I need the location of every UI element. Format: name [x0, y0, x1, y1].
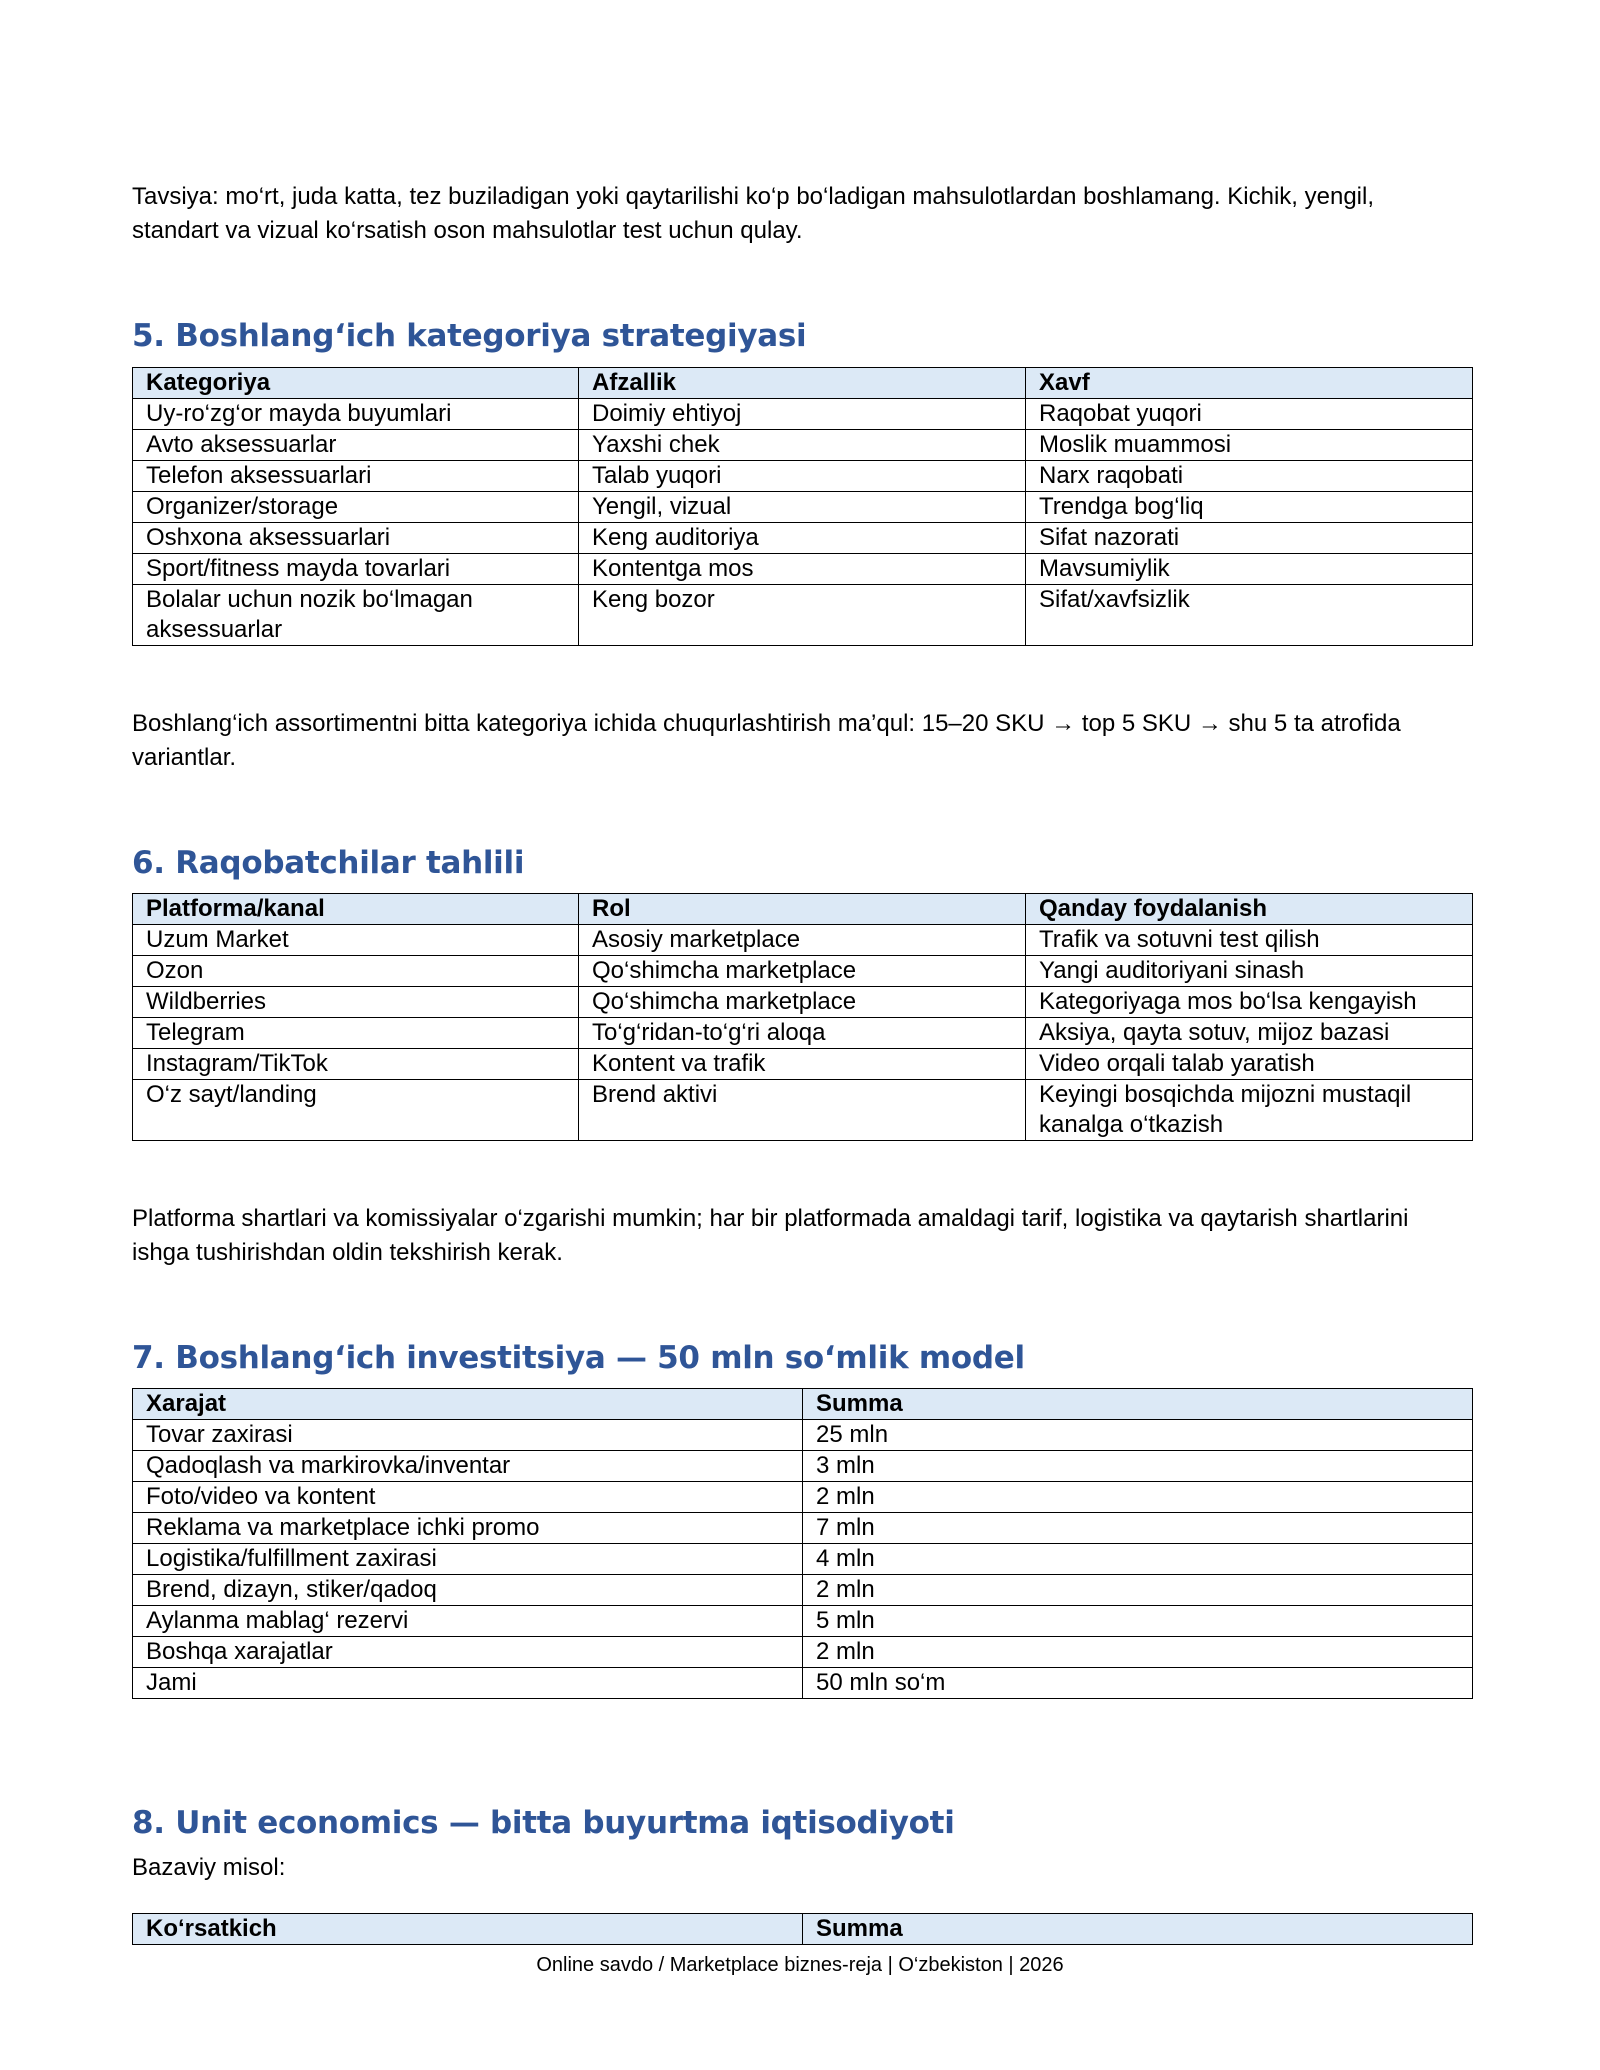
- table-row: [133, 1606, 1473, 1637]
- column-header: Afzallik: [579, 368, 1026, 399]
- column-header: Platforma/kanal: [133, 894, 579, 925]
- section6-title: 6. Raqobatchilar tahlili: [132, 845, 525, 881]
- table-cell: Keng bozor: [579, 585, 1026, 646]
- table-header-row: [133, 1389, 1473, 1420]
- table-cell: Sport/fitness mayda tovarlari: [133, 554, 579, 585]
- table-cell: Boshqa xarajatlar: [133, 1637, 803, 1668]
- table-row: [133, 430, 1473, 461]
- column-header: Ko‘rsatkich: [133, 1914, 803, 1945]
- section6-note: Platforma shartlari va komissiyalar o‘zgarishi mumkin; har bir platformada amaldagi tarif, logistika va qaytarish shartlarini ishga tushirishdan oldin tekshirish kerak.: [132, 1205, 1409, 1266]
- column-header: Rol: [579, 894, 1026, 925]
- table-cell: Bolalar uchun nozik bo‘lmagan aksessuarlar: [133, 585, 579, 646]
- table-row: [133, 1544, 1473, 1575]
- table-cell: Logistika/fulfillment zaxirasi: [133, 1544, 803, 1575]
- table-cell: To‘g‘ridan-to‘g‘ri aloqa: [579, 1018, 1026, 1049]
- page-footer: Online savdo / Marketplace biznes-reja | O‘zbekiston | 2026: [536, 1954, 1064, 1976]
- table-cell: Talab yuqori: [579, 461, 1026, 492]
- table-cell: Qo‘shimcha marketplace: [579, 956, 1026, 987]
- table-cell: 2 mln: [803, 1637, 1473, 1668]
- table-row: [133, 1049, 1473, 1080]
- table-cell: Qadoqlash va markirovka/inventar: [133, 1451, 803, 1482]
- table-cell: 2 mln: [803, 1482, 1473, 1513]
- table-cell: Jami: [133, 1668, 803, 1699]
- table-cell: Organizer/storage: [133, 492, 579, 523]
- table-cell: Avto aksessuarlar: [133, 430, 579, 461]
- table-row: [133, 1637, 1473, 1668]
- table-row-total: [133, 1668, 1473, 1699]
- table-cell: Wildberries: [133, 987, 579, 1018]
- table-cell: Keng auditoriya: [579, 523, 1026, 554]
- table-cell: 5 mln: [803, 1606, 1473, 1637]
- table-cell: Brend aktivi: [579, 1080, 1026, 1141]
- column-header: Qanday foydalanish: [1026, 894, 1473, 925]
- table-cell: 4 mln: [803, 1544, 1473, 1575]
- table-row: [133, 554, 1473, 585]
- table-row: [133, 1018, 1473, 1049]
- unit-economics-table: [132, 1913, 1473, 1945]
- table-cell: Mavsumiylik: [1026, 554, 1473, 585]
- table-cell: O‘z sayt/landing: [133, 1080, 579, 1141]
- table-cell: Keyingi bosqichda mijozni mustaqil kanalga o‘tkazish: [1026, 1080, 1473, 1141]
- table-cell: Trafik va sotuvni test qilish: [1026, 925, 1473, 956]
- table-cell: Sifat nazorati: [1026, 523, 1473, 554]
- investment-table: [132, 1388, 1473, 1699]
- table-row: [133, 987, 1473, 1018]
- table-cell: Aylanma mablag‘ rezervi: [133, 1606, 803, 1637]
- table-cell: Qo‘shimcha marketplace: [579, 987, 1026, 1018]
- table-cell: Yengil, vizual: [579, 492, 1026, 523]
- table-cell: Moslik muammosi: [1026, 430, 1473, 461]
- table-row: [133, 1482, 1473, 1513]
- column-header: Xavf: [1026, 368, 1473, 399]
- table-cell: 3 mln: [803, 1451, 1473, 1482]
- section7-title: 7. Boshlang‘ich investitsiya — 50 mln so‘mlik model: [132, 1340, 1025, 1376]
- column-header: Kategoriya: [133, 368, 579, 399]
- column-header: Xarajat: [133, 1389, 803, 1420]
- table-row: [133, 956, 1473, 987]
- table-cell: Yangi auditoriyani sinash: [1026, 956, 1473, 987]
- table-cell: Kontent va trafik: [579, 1049, 1026, 1080]
- table-row: [133, 1513, 1473, 1544]
- table-cell: Instagram/TikTok: [133, 1049, 579, 1080]
- section5-note: Boshlang‘ich assortimentni bitta kategoriya ichida chuqurlashtirish ma’qul: 15–20 SKU → top 5 SKU → shu 5 ta atrofida variantlar.: [132, 710, 1401, 771]
- table-cell: Oshxona aksessuarlari: [133, 523, 579, 554]
- table-row: [133, 1575, 1473, 1606]
- table-cell: Kontentga mos: [579, 554, 1026, 585]
- table-row: [133, 399, 1473, 430]
- competitor-analysis-table: [132, 893, 1473, 1141]
- table-cell: Raqobat yuqori: [1026, 399, 1473, 430]
- table-cell: Ozon: [133, 956, 579, 987]
- section8-subtitle: Bazaviy misol:: [132, 1854, 286, 1881]
- table-cell: Telefon aksessuarlari: [133, 461, 579, 492]
- table-cell: 2 mln: [803, 1575, 1473, 1606]
- table-header-row: [133, 894, 1473, 925]
- table-row: [133, 1451, 1473, 1482]
- table-cell: Tovar zaxirasi: [133, 1420, 803, 1451]
- table-cell: 25 mln: [803, 1420, 1473, 1451]
- category-strategy-table: [132, 367, 1473, 646]
- table-cell: Sifat/xavfsizlik: [1026, 585, 1473, 646]
- table-cell: Reklama va marketplace ichki promo: [133, 1513, 803, 1544]
- table-cell: Aksiya, qayta sotuv, mijoz bazasi: [1026, 1018, 1473, 1049]
- table-cell: Video orqali talab yaratish: [1026, 1049, 1473, 1080]
- table-cell: Doimiy ehtiyoj: [579, 399, 1026, 430]
- table-row: [133, 461, 1473, 492]
- section5-title: 5. Boshlang‘ich kategoriya strategiyasi: [132, 318, 807, 354]
- section8-title: 8. Unit economics — bitta buyurtma iqtisodiyoti: [132, 1805, 955, 1841]
- table-cell: 50 mln so‘m: [803, 1668, 1473, 1699]
- table-header-row: [133, 1914, 1473, 1945]
- table-cell: Telegram: [133, 1018, 579, 1049]
- table-row: [133, 1420, 1473, 1451]
- table-row: [133, 523, 1473, 554]
- table-row: [133, 492, 1473, 523]
- column-header: Summa: [803, 1914, 1473, 1945]
- table-cell: Trendga bog‘liq: [1026, 492, 1473, 523]
- table-row: [133, 925, 1473, 956]
- table-cell: Foto/video va kontent: [133, 1482, 803, 1513]
- table-row: [133, 585, 1473, 646]
- table-cell: Uy-ro‘zg‘or mayda buyumlari: [133, 399, 579, 430]
- table-cell: Asosiy marketplace: [579, 925, 1026, 956]
- table-cell: Brend, dizayn, stiker/qadoq: [133, 1575, 803, 1606]
- table-row: [133, 1080, 1473, 1141]
- column-header: Summa: [803, 1389, 1473, 1420]
- table-cell: Narx raqobati: [1026, 461, 1473, 492]
- intro-paragraph: Tavsiya: mo‘rt, juda katta, tez buziladigan yoki qaytarilishi ko‘p bo‘ladigan mahsulotlardan boshlamang. Kichik, yengil, standart va vizual ko‘rsatish oson mahsulotlar test uchun qulay.: [132, 183, 1374, 244]
- table-cell: 7 mln: [803, 1513, 1473, 1544]
- table-cell: Yaxshi chek: [579, 430, 1026, 461]
- table-cell: Kategoriyaga mos bo‘lsa kengayish: [1026, 987, 1473, 1018]
- table-cell: Uzum Market: [133, 925, 579, 956]
- table-header-row: [133, 368, 1473, 399]
